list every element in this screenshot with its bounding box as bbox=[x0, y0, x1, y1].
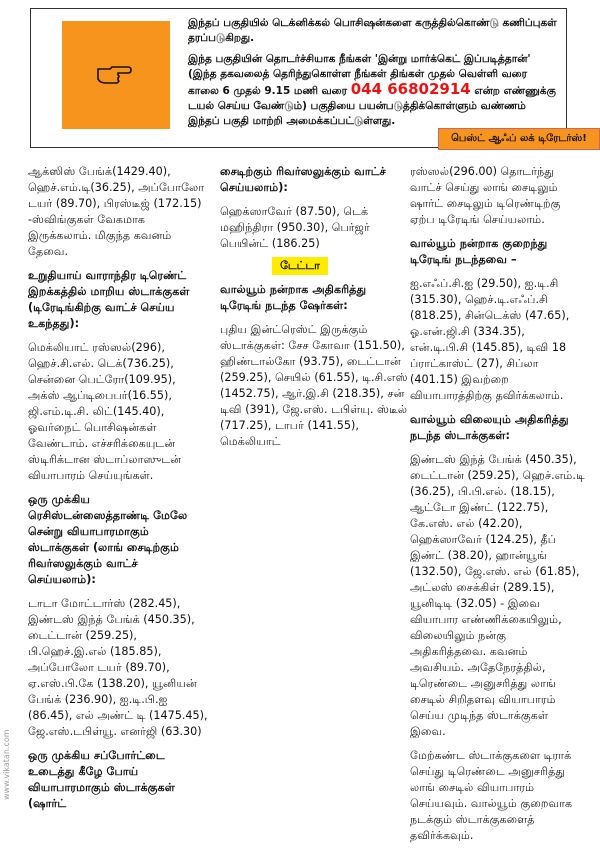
intro-line2 bbox=[188, 52, 560, 129]
col2-para2: புதிய இன்ட்ரெஸ்ட் இருக்கும் ஸ்டாக்குகள்: சேச கோவா (151.50), ஹிண்டால்கோ (93.75), டைட்டான் (259.25), செயில் (61.55), டி.சி.எஸ் (1452.75), ஆர்.இ.சி (218.35), சன் டிவி (391), ஜே.எஸ். டபிள்யு. ஸ்டீல் (717.25), டாபர் (141.55), மெக்லியாட் bbox=[220, 323, 408, 448]
intro-line1: இந்தப் பகுதியில் டெக்னிக்கல் பொசிஷன்களை கருத்தில்கொண்டு கணிப்புகள் தரப்படுகிறது. bbox=[188, 17, 557, 44]
col2-heading2: வால்யூம் நன்றாக அதிகரித்து டிரேடிங் நடந்த ஷேர்கள்: bbox=[220, 283, 367, 312]
vikatan-watermark: www.vikatan.com bbox=[2, 729, 11, 800]
intro-line2a: இந்த பகுதியின் தொடர்ச்சியாக நீங்கள் 'இன்று மார்க்கெட் இப்படித்தான்' (இந்த தகவலைத் தெரிந்துகொள்ள நீங்கள் திங்கள் முதல் வெள்ளி வரை காலை 6 முதல் 9.15 மணி வரை bbox=[188, 53, 531, 97]
phone-number: 044 66802914 bbox=[350, 80, 471, 98]
col2-para1: ஹெக்ஸாவேர் (87.50), டெக் மஹிந்திரா (950.30), பெர்ஜர் பெயின்ட் (186.25) bbox=[220, 205, 370, 250]
col3-para4: மேற்கண்ட ஸ்டாக்குகளை டிராக் செய்து டிரெண்டை அனுசரித்து லாங் சைடில் வியாபாரம் செய்யவும். வால்யூம் குறைவாக நடக்கும் ஸ்டாக்குகளைத் தவிர்க்கவும். bbox=[410, 749, 573, 842]
col3-para3: இண்டஸ் இந்த் பேங்க் (450.35), டைட்டான் (259.25), ஹெச்.எம்.டி (36.25), பி.பி.எல். (18.15), ஆட்டோ இண்ட் (122.75), கே.எஸ். எல் (42.20), ஹெக்ஸாவேர் (124.25), தீப் இண்ட் (38.20), ஹான்யூங் (132.50), ஜே.எஸ். எல் (61.85), அட்லஸ் சைக்கிள் (289.15), யூனிடிடி (32.05) - இவை வியாபார எண்ணிக்கையிலும், விலையிலும் நன்கு அதிகரித்தவை. கவனம் அவசியம். அதேநேரத்தில், டிரெண்டை அனுசரித்து லாங் சைடில் சிறிதளவு வியாபாரம் செய்ய முடிந்த ஸ்டாக்குகள் இவை. bbox=[410, 453, 585, 738]
pointer-box bbox=[62, 21, 170, 129]
column-1 bbox=[28, 164, 208, 820]
column-3 bbox=[410, 164, 585, 852]
best-of-luck-banner: பெஸ்ட் ஆஃப் லக் டிரேடர்ஸ்! bbox=[438, 128, 600, 150]
col1-para1: ஆக்ஸிஸ் பேங்க்(1429.40), ஹெச்.எம்.டி(36.25), அப்போலோ டயர் (89.70), பிரஸ்டீஜ் (172.15) -ஸ்விங்குகள் வேகமாக இருக்கலாம். மிகுந்த கவனம் தேவை. bbox=[28, 165, 205, 258]
col1-para3: டாடா மோட்டார்ஸ் (282.45), இண்டஸ் இந்த் பேங்க் (450.35), டைட்டான் (259.25), பி.ஹெச்.இ.எல் (185.85), அப்போலோ டயர் (89.70), ஏ.எஸ்.பி.கே (138.20), யூனியன் பேங்க் (236.90), ஐ.டி.பி.ஐ (86.45), எல் அண்ட் டி (1475.45), ஜே.எஸ்.டபிள்யூ. எனர்ஜி (63.30) bbox=[28, 597, 208, 738]
col1-heading2: உறுதியாய் வாராந்திர டிரெண்ட் இறக்கத்தில் மாறிய ஸ்டாக்குகள் (டிரேடிங்கிற்கு வாட்ச் செய்ய உகந்தது): bbox=[28, 269, 190, 330]
pointing-hand-icon bbox=[96, 59, 132, 87]
col1-para2: மெக்லியாட் ரஸ்ஸல்(296), ஹெச்.சி.எல். டெக்(736.25), சென்னை பெட்ரோ(109.95), அக்ஸ் ஆப்டிபைபர்(16.55), ஜி.எம்.டி.சி. லிட்(145.40), ஓவர்நைட் பொசிஷன்கள் வேண்டாம். எச்சரிக்கையுடன் ஸ்டிரிக்டான ஸ்டாப்லாஸுடன் வியாபாரம் செய்யுங்கள். bbox=[28, 341, 182, 482]
col3-para2: ஐ.எஃப்.சி.ஐ (29.50), ஐ.டி.சி (315.30), ஹெச்.டி.எஃப்.சி (818.25), சின்டெக்ஸ் (47.65), ஓ.என்.ஜி.சி (334.35), என்.டி.பி.சி (145.85), டிவி 18 ப்ராட்காஸ்ட் (27), சிப்லா (401.15) இவற்றை வியாபாரத்திற்கு தவிர்க்கலாம். bbox=[410, 277, 570, 402]
intro-panel bbox=[30, 8, 587, 144]
col2-heading1: சைடிற்கும் ரிவர்ஸலுக்கும் வாட்ச் செய்யலாம்): bbox=[220, 165, 386, 194]
column-2 bbox=[220, 164, 410, 458]
col3-para1: ரஸ்ஸல்(296.00) தொடர்ந்து வாட்ச் செய்து லாங் சைடிலும் ஷார்ட் சைடிலும் டிரெண்டிற்கு ஏற்ப டிரேடிங் செய்யலாம். bbox=[410, 165, 561, 226]
intro-line2b: என்ற எண்ணுக்கு டயல் செய்ய வேண்டும்) பகுதியை பயன்படுத்திக்கொள்ளும் வண்ணம் இந்தப் பகுதி மாற்றி அமைக்கப்பட்டுள்ளது. bbox=[188, 85, 556, 127]
col1-heading3: ஒரு முக்கிய ரெசிஸ்டன்ஸைத்தாண்டி மேலே சென்று வியாபாரமாகும் ஸ்டாக்குகள் (லாங் சைடிற்கும் ரிவர்ஸலுக்கும் வாட்ச் செய்யலாம்): bbox=[28, 493, 188, 586]
data-label: டேட்டா bbox=[272, 257, 328, 275]
col3-heading2: வால்யூம் நன்றாக குறைந்து டிரேடிங் நடந்தவை – bbox=[410, 237, 548, 266]
col1-heading4: ஒரு முக்கிய சப்போர்ட்டை உடைத்து கீழே போய் வியாபாரமாகும் ஸ்டாக்குகள் (ஷார்ட் bbox=[28, 749, 175, 810]
col3-heading3: வால்யூம் விலையும் அதிகரித்து நடந்த ஸ்டாக்குகள்: bbox=[410, 413, 569, 442]
intro-text bbox=[188, 16, 560, 135]
